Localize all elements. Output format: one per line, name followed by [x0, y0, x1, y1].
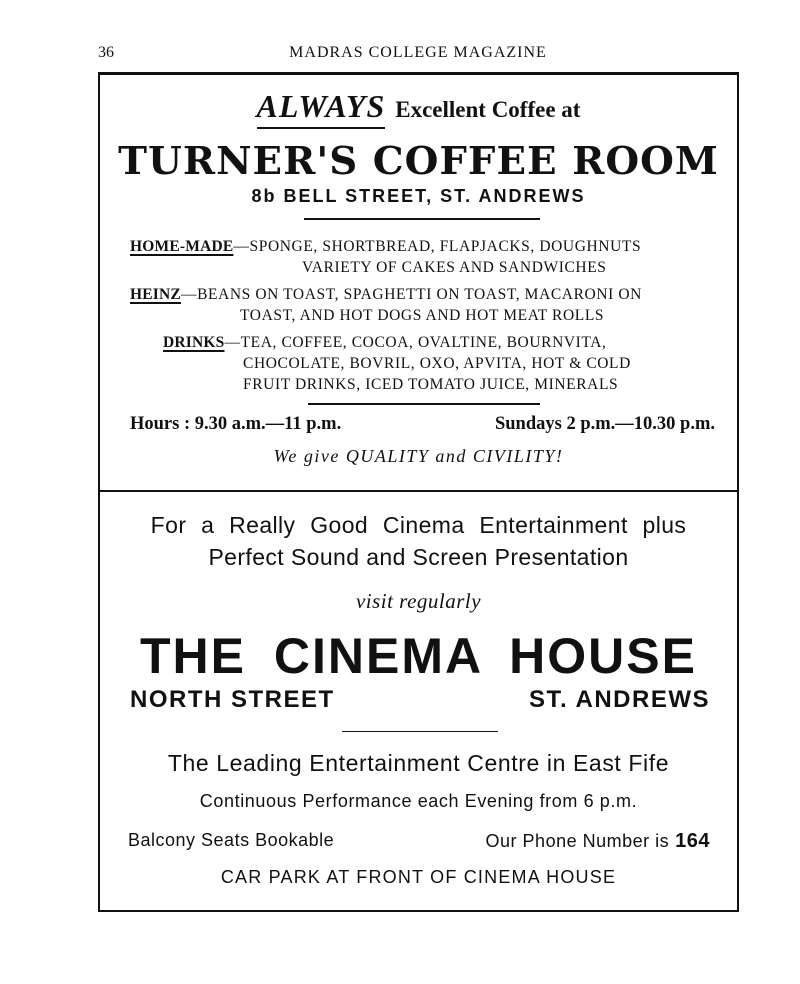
- continuous-performance: Continuous Performance each Evening from 6 p.m.: [199, 791, 638, 811]
- excellent-coffee-text: Excellent Coffee at: [395, 97, 581, 122]
- menu-home-made-key: HOME-MADE: [130, 238, 234, 255]
- coffee-room-name: TURNER'S COFFEE ROOM: [118, 138, 719, 183]
- page-number: 36: [98, 44, 114, 61]
- leading-entertainment: The Leading Entertainment Centre in East Fife: [167, 750, 670, 776]
- sunday-hours: Sundays 2 p.m.—10.30 p.m.: [494, 414, 715, 434]
- cinema-intro-line1: For a Really Good Cinema Entertainment plus: [150, 512, 687, 538]
- menu-home-made-line2: VARIETY OF CAKES AND SANDWICHES: [302, 259, 607, 276]
- menu-drinks-line2: CHOCOLATE, BOVRIL, OXO, APVITA, HOT & COLD: [243, 355, 631, 372]
- cinema-address: [130, 686, 710, 716]
- balcony-phone-row: [128, 830, 710, 856]
- phone-info: [486, 830, 710, 853]
- phone-number: 164: [675, 830, 710, 852]
- balcony-seats: Balcony Seats Bookable: [128, 830, 335, 850]
- magazine-title: MADRAS COLLEGE MAGAZINE: [289, 44, 547, 61]
- advertisement-divider: [98, 490, 739, 492]
- cinema-rule: [342, 731, 498, 732]
- coffee-room-rule-top: [304, 218, 540, 220]
- page-header: [98, 44, 738, 66]
- cinema-town: ST. ANDREWS: [529, 686, 710, 713]
- cinema-street: NORTH STREET: [130, 686, 335, 713]
- menu-drinks-key: DRINKS: [163, 334, 225, 351]
- menu-heinz-text: —BEANS ON TOAST, SPAGHETTI ON TOAST, MACARONI ON: [180, 286, 642, 303]
- cinema-intro-line2: Perfect Sound and Screen Presentation: [208, 544, 629, 570]
- always-word: ALWAYS: [257, 88, 386, 129]
- menu-drinks-line3: FRUIT DRINKS, ICED TOMATO JUICE, MINERALS: [243, 376, 619, 393]
- menu-drinks-line1: [163, 332, 723, 353]
- menu-heinz-key: HEINZ: [130, 286, 181, 303]
- menu-home-made-text: —SPONGE, SHORTBREAD, FLAPJACKS, DOUGHNUTS: [233, 238, 642, 255]
- always-headline: [98, 88, 739, 130]
- car-park-notice: CAR PARK AT FRONT OF CINEMA HOUSE: [220, 867, 617, 887]
- cinema-name: THE CINEMA HOUSE: [140, 628, 697, 684]
- menu-drinks-text: —TEA, COFFEE, COCOA, OVALTINE, BOURNVITA,: [224, 334, 607, 351]
- coffee-room-address: 8b BELL STREET, ST. ANDREWS: [251, 186, 586, 206]
- menu-heinz-line2: TOAST, AND HOT DOGS AND HOT MEAT ROLLS: [240, 307, 605, 324]
- coffee-room-rule-bottom: [308, 403, 540, 405]
- weekday-hours: Hours : 9.30 a.m.—11 p.m.: [130, 414, 342, 434]
- visit-regularly: visit regularly: [355, 589, 482, 613]
- menu-heinz-line1: [130, 284, 720, 305]
- menu-home-made-line1: [130, 236, 720, 257]
- opening-hours: [130, 414, 715, 440]
- quality-tagline: We give QUALITY and CIVILITY!: [273, 446, 564, 466]
- phone-label: Our Phone Number is: [485, 831, 670, 851]
